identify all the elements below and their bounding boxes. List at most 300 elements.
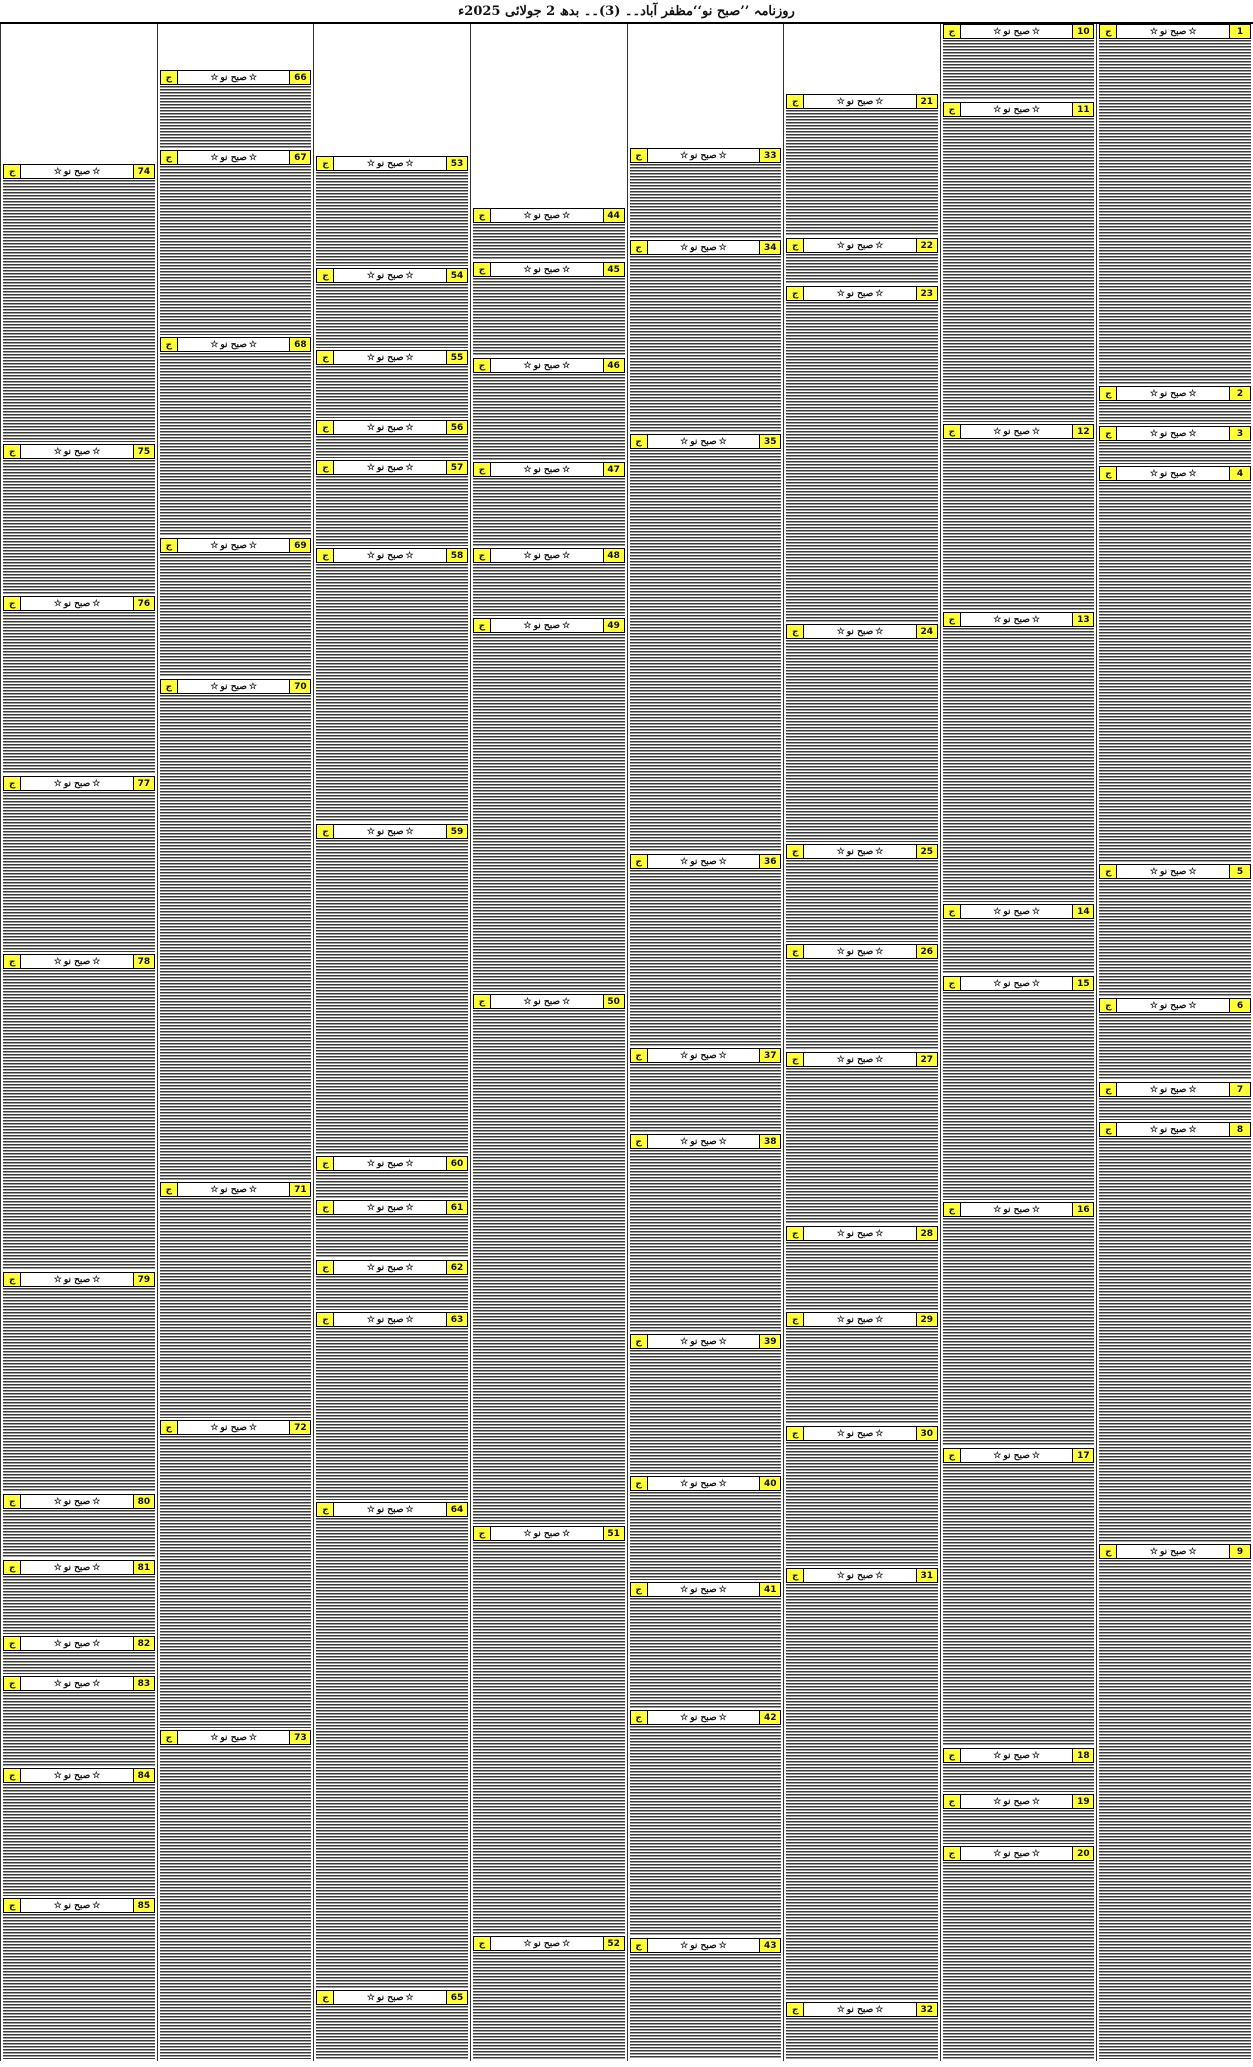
notice-title [648,857,760,867]
notice-mark-icon: ج [317,351,334,364]
notice-body [3,1576,155,1634]
notice-title [178,1185,290,1195]
notice-title-text: صبح نو [63,1678,91,1689]
notice-title-text: صبح نو [846,1054,874,1065]
notice-title [491,211,603,221]
star-icon: ☆ [875,1054,884,1065]
notice-number: 25 [916,845,937,858]
notice-85 [3,1898,155,2059]
notice-22 [786,238,938,284]
notice-body [630,1492,782,1580]
notice-title [334,353,446,363]
notice-title-text: صبح نو [220,152,247,163]
star-icon: ☆ [1031,978,1040,989]
notice-title-text: صبح نو [1003,1848,1030,1859]
notice-32 [786,2002,938,2059]
notice-mark-icon: ج [787,945,804,958]
notice-number: 63 [446,1313,467,1326]
star-icon: ☆ [1149,1124,1158,1135]
notice-title-text: صبح نو [1159,388,1187,399]
star-icon: ☆ [1149,1000,1158,1011]
star-icon: ☆ [248,681,257,692]
star-icon: ☆ [366,1314,375,1325]
notice-number: 23 [916,287,937,300]
notice-number: 43 [759,1939,780,1952]
star-icon: ☆ [1031,1750,1040,1761]
notice-header [316,1200,468,1215]
notice-number: 34 [759,241,780,254]
notice-title-text: صبح نو [1159,1000,1187,1011]
notice-34 [630,240,782,432]
star-icon: ☆ [875,288,884,299]
notice-title-text: صبح نو [63,166,91,177]
star-icon: ☆ [53,1770,62,1781]
notice-title [491,1529,603,1539]
column-5 [470,24,627,2061]
notice-header [473,618,625,633]
notice-body [160,86,312,148]
notice-82 [3,1636,155,1674]
notice-body [943,920,1095,974]
notice-header [630,1582,782,1597]
notice-header [160,1730,312,1745]
notice-title [1117,469,1229,479]
notice-63 [316,1312,468,1500]
notice-number: 36 [759,855,780,868]
notice-8 [1099,1122,1251,1542]
notice-mark-icon: ج [631,1939,648,1952]
notice-title-text: صبح نو [533,210,561,221]
star-icon: ☆ [405,270,414,281]
notice-title [804,97,916,107]
notice-title [648,1479,760,1489]
star-icon: ☆ [366,826,375,837]
masthead [0,0,1253,24]
notice-body [3,792,155,952]
star-icon: ☆ [718,1050,727,1061]
star-icon: ☆ [993,104,1002,115]
notice-body [3,1914,155,2059]
notice-number: 69 [289,539,310,552]
notice-title [21,599,133,609]
star-icon: ☆ [366,1262,375,1273]
notice-body [473,1952,625,2059]
notice-title [491,621,603,631]
star-icon: ☆ [210,681,219,692]
star-icon: ☆ [405,1158,414,1169]
notice-title-text: صبح نو [63,778,91,789]
star-icon: ☆ [718,150,727,161]
star-icon: ☆ [836,1428,845,1439]
star-icon: ☆ [210,152,219,163]
notice-header [473,262,625,277]
notice-title [961,1205,1073,1215]
notice-number: 4 [1229,467,1250,480]
star-icon: ☆ [993,614,1002,625]
notice-title-text: صبح نو [1003,426,1030,437]
notice-title [334,1993,446,2003]
notice-44 [473,208,625,260]
star-icon: ☆ [562,210,571,221]
notice-title-text: صبح نو [1003,614,1030,625]
notice-45 [473,262,625,356]
star-icon: ☆ [836,1228,845,1239]
notice-73 [160,1730,312,2059]
notice-header [160,1182,312,1197]
star-icon: ☆ [523,620,532,631]
notice-number: 74 [133,165,154,178]
notice-title [961,105,1073,115]
notice-mark-icon: ج [1100,25,1117,38]
notice-mark-icon: ج [474,263,491,276]
notice-mark-icon: ج [317,1157,334,1170]
notice-number: 44 [603,209,624,222]
notice-mark-icon: ج [787,2003,804,2016]
notice-number: 21 [916,95,937,108]
star-icon: ☆ [875,240,884,251]
notice-number: 29 [916,1313,937,1326]
star-icon: ☆ [562,360,571,371]
notice-mark-icon: ج [944,977,961,990]
notice-title [21,1901,133,1911]
notice-title-text: صبح نو [63,446,91,457]
masthead-title: روزنامہ ’’صبح نو‘‘مظفر آباد۔۔ (3)۔۔ بدھ 2 جولائی 2025ء [458,3,795,19]
notice-number: 5 [1229,865,1250,878]
notice-body [3,1692,155,1766]
notice-body [630,1350,782,1474]
star-icon: ☆ [1149,1084,1158,1095]
notice-number: 11 [1072,103,1093,116]
notice-title-text: صبح نو [1003,1796,1030,1807]
notice-title [961,907,1073,917]
notice-1 [1099,24,1251,384]
notice-body [943,40,1095,100]
notice-title [334,463,446,473]
notice-body [473,278,625,356]
notice-46 [473,358,625,460]
notice-header [473,462,625,477]
notice-header [786,624,938,639]
notice-header [3,1636,155,1651]
notice-mark-icon: ج [787,625,804,638]
star-icon: ☆ [523,264,532,275]
notice-body [943,1810,1095,1844]
notice-header [630,1710,782,1725]
notice-title-text: صبح نو [1159,1124,1187,1135]
notice-title-text: صبح نو [846,1228,874,1239]
notice-mark-icon: ج [787,1427,804,1440]
notice-59 [316,824,468,1154]
notice-title [1117,1001,1229,1011]
star-icon: ☆ [523,464,532,475]
notice-title [1117,389,1229,399]
notice-header [1099,1082,1251,1097]
notice-title-text: صبح نو [690,1336,717,1347]
notice-title-text: صبح نو [846,2004,874,2015]
notice-body [630,1598,782,1708]
notice-header [630,1334,782,1349]
star-icon: ☆ [53,1274,62,1285]
star-icon: ☆ [1188,1124,1197,1135]
notice-title [804,627,916,637]
star-icon: ☆ [562,620,571,631]
notice-number: 73 [289,1731,310,1744]
star-icon: ☆ [680,856,689,867]
star-icon: ☆ [366,158,375,169]
notice-title-text: صبح نو [1003,978,1030,989]
notice-title [491,361,603,371]
notice-header [786,1052,938,1067]
notice-mark-icon: ج [787,845,804,858]
notice-number: 31 [916,1569,937,1582]
star-icon: ☆ [1149,388,1158,399]
notice-title-text: صبح نو [690,1712,717,1723]
notice-38 [630,1134,782,1332]
notice-header [786,286,938,301]
notice-number: 41 [759,1583,780,1596]
notice-mark-icon: ج [474,209,491,222]
notice-mark-icon: ج [317,269,334,282]
notice-mark-icon: ج [944,1449,961,1462]
notice-title [961,1797,1073,1807]
notice-title-text: صبح نو [690,436,717,447]
notice-body [1099,1560,1251,2059]
notice-16 [943,1202,1095,1446]
notice-number: 65 [446,1991,467,2004]
notice-mark-icon: ج [161,1421,178,1434]
notice-header [630,240,782,255]
notice-79 [3,1272,155,1492]
notice-body [160,166,312,335]
notice-title-text: صبح نو [220,1422,247,1433]
notice-36 [630,854,782,1046]
star-icon: ☆ [53,778,62,789]
notice-number: 46 [603,359,624,372]
notice-title-text: صبح نو [63,1496,91,1507]
notice-mark-icon: ج [474,549,491,562]
star-icon: ☆ [53,166,62,177]
notice-body [316,1216,468,1258]
notice-header [473,358,625,373]
notice-52 [473,1936,625,2059]
star-icon: ☆ [210,1732,219,1743]
star-icon: ☆ [1031,614,1040,625]
notice-mark-icon: ج [161,151,178,164]
notice-title [178,73,290,83]
notice-body [3,1288,155,1492]
notice-mark-icon: ج [161,71,178,84]
notice-65 [316,1990,468,2059]
notice-header [316,420,468,435]
notice-55 [316,350,468,418]
notice-mark-icon: ج [4,1769,21,1782]
notice-12 [943,424,1095,610]
notice-39 [630,1334,782,1474]
notice-body [630,870,782,1046]
notice-number: 77 [133,777,154,790]
notice-mark-icon: ج [4,1677,21,1690]
notice-body [316,564,468,822]
notice-title [21,957,133,967]
notice-body [786,254,938,284]
notice-title-text: صبح نو [690,856,717,867]
star-icon: ☆ [1149,468,1158,479]
notice-body [3,1784,155,1896]
notice-number: 52 [603,1937,624,1950]
star-icon: ☆ [92,1770,101,1781]
notice-title-text: صبح نو [377,1262,404,1273]
notice-title-text: صبح نو [846,626,874,637]
star-icon: ☆ [836,288,845,299]
star-icon: ☆ [1031,1204,1040,1215]
notice-body [943,1764,1095,1792]
star-icon: ☆ [405,550,414,561]
notice-header [1099,864,1251,879]
notice-title-text: صبح نو [63,1900,91,1911]
notice-header [3,1676,155,1691]
notice-body [786,1068,938,1224]
star-icon: ☆ [366,1504,375,1515]
notice-body [316,1328,468,1500]
notice-title [334,159,446,169]
notice-title [334,271,446,281]
notice-74 [3,164,155,442]
star-icon: ☆ [366,462,375,473]
star-icon: ☆ [875,626,884,637]
notice-title [21,779,133,789]
notice-header [473,208,625,223]
notice-body [630,256,782,432]
notice-title [21,1639,133,1649]
notice-header [943,1448,1095,1463]
notice-number: 20 [1072,1847,1093,1860]
notice-mark-icon: ج [317,1313,334,1326]
notice-header [3,164,155,179]
notice-body [316,1172,468,1198]
star-icon: ☆ [53,1638,62,1649]
star-icon: ☆ [248,339,257,350]
star-icon: ☆ [53,956,62,967]
notice-number: 59 [446,825,467,838]
notice-title-text: صبح نو [533,550,561,561]
notice-mark-icon: ج [317,461,334,474]
notice-header [943,904,1095,919]
notice-13 [943,612,1095,902]
notice-title [21,1275,133,1285]
notice-body [3,1652,155,1674]
notice-64 [316,1502,468,1988]
notice-body [316,284,468,348]
notice-header [160,150,312,165]
notice-number: 68 [289,338,310,351]
notice-header [316,1990,468,2005]
notice-title [21,1771,133,1781]
notice-header [1099,24,1251,39]
notice-title [804,241,916,251]
star-icon: ☆ [248,72,257,83]
notice-mark-icon: ج [787,1569,804,1582]
notice-header [630,1938,782,1953]
star-icon: ☆ [993,1848,1002,1859]
star-icon: ☆ [1031,104,1040,115]
notice-header [473,548,625,563]
notice-title [334,827,446,837]
notice-title-text: صبح نو [846,946,874,957]
notice-mark-icon: ج [161,338,178,351]
star-icon: ☆ [680,436,689,447]
star-icon: ☆ [993,26,1002,37]
star-icon: ☆ [1031,1848,1040,1859]
notice-mark-icon: ج [4,1561,21,1574]
notice-title [648,1941,760,1951]
notice-body [943,118,1095,422]
star-icon: ☆ [92,1638,101,1649]
notice-title [648,1713,760,1723]
notice-title-text: صبح نو [533,996,561,1007]
notice-14 [943,904,1095,974]
notice-header [943,102,1095,117]
notice-title [178,1423,290,1433]
notice-title-text: صبح نو [533,464,561,475]
star-icon: ☆ [993,1750,1002,1761]
notice-header [316,156,468,171]
notice-mark-icon: ج [161,680,178,693]
notice-number: 9 [1229,1545,1250,1558]
star-icon: ☆ [366,352,375,363]
notice-69 [160,538,312,677]
notice-body [943,1862,1095,2059]
star-icon: ☆ [53,598,62,609]
notice-62 [316,1260,468,1310]
notice-number: 48 [603,549,624,562]
star-icon: ☆ [680,1478,689,1489]
notice-body [160,353,312,536]
notice-5 [1099,864,1251,996]
notice-number: 54 [446,269,467,282]
notice-mark-icon: ج [1100,427,1117,440]
star-icon: ☆ [836,1570,845,1581]
star-icon: ☆ [875,96,884,107]
star-icon: ☆ [718,1712,727,1723]
star-icon: ☆ [1188,388,1197,399]
notice-header [316,548,468,563]
notice-mark-icon: ج [4,1899,21,1912]
notice-title [21,1679,133,1689]
star-icon: ☆ [1188,1000,1197,1011]
notice-mark-icon: ج [317,549,334,562]
notice-mark-icon: ج [787,287,804,300]
notice-number: 84 [133,1769,154,1782]
star-icon: ☆ [993,1450,1002,1461]
notice-mark-icon: ج [317,825,334,838]
notice-title [961,1451,1073,1461]
notice-title-text: صبح نو [377,352,404,363]
notice-mark-icon: ج [317,421,334,434]
notice-71 [160,1182,312,1418]
notice-title-text: صبح نو [377,550,404,561]
star-icon: ☆ [993,426,1002,437]
notice-mark-icon: ج [4,165,21,178]
notice-mark-icon: ج [1100,1123,1117,1136]
notice-47 [473,462,625,546]
notice-title [334,1203,446,1213]
star-icon: ☆ [875,1570,884,1581]
notice-title-text: صبح نو [377,1504,404,1515]
notice-number: 16 [1072,1203,1093,1216]
notice-title [648,151,760,161]
notice-number: 17 [1072,1449,1093,1462]
star-icon: ☆ [1188,26,1197,37]
